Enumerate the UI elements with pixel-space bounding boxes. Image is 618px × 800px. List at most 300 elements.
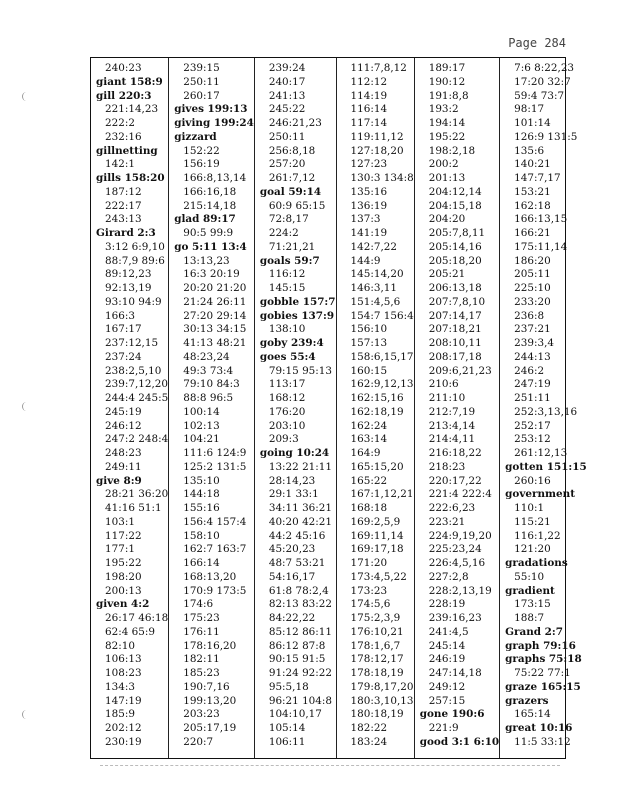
index-reference: 202:12 — [105, 722, 142, 734]
index-reference: 115:21 — [514, 515, 551, 528]
index-reference: 205:17,19 — [183, 722, 237, 734]
index-reference: 48:7 53:21 — [268, 557, 326, 569]
index-reference: 156:19 — [183, 158, 220, 171]
index-headword: graze 165:15 — [505, 680, 581, 693]
index-reference: 176:20 — [268, 405, 306, 418]
index-reference: 237:24 — [105, 350, 142, 363]
index-reference: 144:9 — [350, 254, 381, 267]
index-reference: 207:18,21 — [428, 323, 482, 336]
index-reference: 175:23 — [183, 612, 220, 624]
index-reference: 189:17 — [428, 62, 466, 74]
index-reference: 125:2 131:5 — [183, 460, 247, 473]
index-reference: 221:14,23 — [105, 103, 159, 116]
index-reference: 106:11 — [268, 735, 306, 748]
index-reference: 185:23 — [183, 667, 220, 679]
index-reference: 111:6 124:9 — [183, 447, 247, 459]
index-reference: 167:17 — [105, 323, 142, 336]
index-reference: 241:13 — [268, 89, 306, 102]
index-reference: 79:10 84:3 — [183, 378, 240, 391]
index-reference: 200:2 — [428, 158, 459, 171]
index-reference: 250:11 — [268, 130, 306, 143]
index-reference: 208:17,18 — [428, 350, 482, 363]
index-reference: 145:15 — [268, 282, 306, 294]
index-reference: 147:7,17 — [514, 172, 561, 184]
index-reference: 167:1,12,21 — [350, 488, 414, 501]
index-reference: 157:13 — [350, 337, 388, 349]
index-reference: 166:3 — [105, 309, 135, 322]
index-reference: 186:20 — [514, 254, 551, 267]
index-reference: 135:10 — [183, 474, 220, 487]
index-reference: 178:18,19 — [350, 667, 404, 679]
index-reference: 85:12 86:11 — [268, 625, 333, 638]
index-reference: 240:17 — [268, 75, 306, 88]
index-reference: 141:19 — [350, 227, 388, 239]
index-reference: 130:3 134:8 — [350, 172, 414, 184]
index-headword: giant 158:9 — [96, 75, 163, 88]
index-reference: 168:18 — [350, 502, 388, 514]
index-reference: 239:16,23 — [428, 612, 482, 624]
index-reference: 40:20 42:21 — [268, 515, 333, 528]
binder-hole-bottom — [22, 710, 30, 719]
index-reference: 188:7 — [514, 612, 545, 624]
index-reference: 169:17,18 — [350, 543, 404, 556]
index-reference: 182:22 — [350, 722, 388, 734]
index-reference: 7:6 8:22,23 — [514, 62, 575, 74]
index-reference: 104:10,17 — [268, 708, 322, 721]
index-reference: 117:22 — [105, 529, 142, 542]
index-headword: gone 190:6 — [419, 708, 485, 721]
index-headword: gill 220:3 — [96, 89, 152, 102]
index-reference: 164:9 — [350, 447, 381, 459]
index-headword: gizzard — [174, 130, 217, 143]
index-reference: 168:13,20 — [183, 570, 237, 583]
index-reference: 112:12 — [350, 75, 388, 88]
index-reference: 165:14 — [514, 708, 551, 721]
index-reference: 245:14 — [428, 639, 466, 652]
index-reference: 62:4 65:9 — [105, 625, 155, 638]
index-reference: 210:6 — [428, 378, 459, 391]
index-reference: 20:20 21:20 — [183, 282, 247, 294]
index-reference: 113:17 — [268, 378, 306, 391]
index-reference: 11:5 33:12 — [514, 735, 571, 748]
index-reference: 245:22 — [268, 103, 306, 116]
index-reference: 34:11 36:21 — [268, 502, 333, 514]
index-headword: going 10:24 — [259, 447, 330, 459]
binder-hole-top — [22, 92, 30, 101]
index-reference: 205:18,20 — [428, 254, 482, 267]
index-reference: 221:4 222:4 — [428, 488, 492, 501]
index-reference: 72:8,17 — [268, 213, 309, 226]
index-headword: gotten 151:15 — [505, 460, 587, 473]
index-reference: 251:11 — [514, 392, 551, 404]
index-reference: 236:8 — [514, 309, 545, 322]
index-reference: 257:15 — [428, 694, 466, 707]
index-reference: 121:20 — [514, 543, 551, 556]
index-reference: 106:13 — [105, 653, 142, 666]
index-reference: 156:10 — [350, 323, 388, 336]
index-reference: 108:23 — [105, 667, 142, 679]
index-reference: 103:1 — [105, 515, 135, 528]
index-reference: 134:3 — [105, 680, 135, 693]
index-reference: 261:12,13 — [514, 447, 568, 459]
index-reference: 206:13,18 — [428, 282, 482, 294]
index-reference: 168:12 — [268, 392, 306, 404]
index-reference: 92:13,19 — [105, 282, 152, 294]
index-reference: 135:6 — [514, 144, 545, 157]
index-reference: 21:24 26:11 — [183, 295, 247, 308]
index-reference: 146:3,11 — [350, 282, 397, 294]
index-reference: 176:11 — [183, 625, 220, 638]
index-reference: 17:20 32:7 — [514, 75, 571, 88]
index-reference: 170:9 173:5 — [183, 584, 247, 597]
index-reference: 244:13 — [514, 350, 551, 363]
index-reference: 209:6,21,23 — [428, 364, 492, 377]
index-reference: 246:12 — [105, 419, 142, 432]
index-headword: grazers — [505, 694, 549, 707]
index-reference: 44:2 45:16 — [268, 529, 326, 542]
index-reference: 256:8,18 — [268, 144, 316, 157]
index-reference: 60:9 65:15 — [268, 199, 326, 212]
index-reference: 228:19 — [428, 598, 466, 611]
index-reference: 207:7,8,10 — [428, 295, 486, 308]
index-reference: 116:14 — [350, 103, 388, 116]
index-reference: 16:3 20:19 — [183, 268, 240, 281]
index-headword: gradations — [505, 557, 568, 569]
index-reference: 223:21 — [428, 515, 466, 528]
index-reference: 171:20 — [350, 557, 388, 569]
index-reference: 233:20 — [514, 295, 551, 308]
index-headword: goal 59:14 — [259, 185, 322, 198]
index-headword: government — [505, 488, 575, 501]
index-reference: 182:11 — [183, 653, 220, 666]
index-reference: 101:14 — [514, 117, 551, 129]
index-column-2 — [168, 58, 254, 758]
index-headword: given 4:2 — [96, 598, 150, 611]
index-reference: 48:23,24 — [183, 350, 230, 363]
index-reference: 228:2,13,19 — [428, 584, 492, 597]
index-reference: 88:8 96:5 — [183, 392, 234, 404]
index-reference: 169:2,5,9 — [350, 515, 401, 528]
index-reference: 246:19 — [428, 653, 466, 666]
index-headword: go 5:11 13:4 — [174, 240, 247, 253]
index-reference: 100:14 — [183, 405, 220, 418]
index-reference: 173:4,5,22 — [350, 570, 407, 583]
index-reference: 86:12 87:8 — [268, 639, 326, 652]
index-reference: 200:13 — [105, 584, 142, 597]
index-reference: 205:14,16 — [428, 240, 482, 253]
index-reference: 28:14,23 — [268, 474, 316, 487]
index-reference: 166:21 — [514, 227, 551, 239]
index-reference: 241:4,5 — [428, 625, 469, 638]
index-reference: 220:17,22 — [428, 474, 482, 487]
word-index-table — [90, 57, 587, 759]
index-reference: 30:13 34:15 — [183, 323, 247, 336]
index-reference: 238:2,5,10 — [105, 364, 162, 377]
index-reference: 224:9,19,20 — [428, 529, 492, 542]
index-reference: 252:17 — [514, 419, 551, 432]
index-reference: 249:12 — [428, 680, 466, 693]
index-reference: 190:7,16 — [183, 680, 230, 693]
index-headword: graph 79:16 — [505, 639, 576, 652]
index-reference: 222:17 — [105, 199, 142, 212]
index-reference: 211:10 — [428, 392, 466, 404]
index-reference: 195:22 — [105, 557, 142, 569]
index-reference: 27:20 29:14 — [183, 309, 247, 322]
index-reference: 155:16 — [183, 502, 220, 514]
index-reference: 203:23 — [183, 708, 220, 721]
index-reference: 174:6 — [183, 598, 214, 611]
index-reference: 144:18 — [183, 488, 220, 501]
index-headword: Girard 2:3 — [96, 227, 156, 239]
index-reference: 79:15 95:13 — [268, 364, 333, 377]
index-reference: 102:13 — [183, 419, 220, 432]
index-reference: 180:3,10,13 — [350, 694, 414, 707]
index-headword: goby 239:4 — [259, 337, 324, 349]
index-reference: 198:20 — [105, 570, 142, 583]
index-reference: 162:18,19 — [350, 405, 404, 418]
index-reference: 178:1,6,7 — [350, 639, 401, 652]
index-reference: 13:22 21:11 — [268, 460, 333, 473]
index-reference: 205:21 — [428, 268, 466, 281]
index-reference: 245:19 — [105, 405, 142, 418]
index-reference: 237:12,15 — [105, 337, 159, 349]
index-reference: 147:19 — [105, 694, 142, 707]
index-reference: 239:7,12,20 — [105, 378, 168, 391]
index-reference: 239:3,4 — [514, 337, 555, 349]
index-reference: 213:4,14 — [428, 419, 476, 432]
index-reference: 158:10 — [183, 529, 220, 542]
index-reference: 212:7,19 — [428, 405, 476, 418]
index-reference: 209:3 — [268, 433, 299, 446]
index-reference: 71:21,21 — [268, 240, 316, 253]
index-reference: 215:14,18 — [183, 199, 237, 212]
index-reference: 117:14 — [350, 117, 388, 129]
index-headword: glad 89:17 — [174, 213, 236, 226]
index-headword: gillnetting — [96, 144, 158, 157]
index-reference: 194:14 — [428, 117, 466, 129]
index-headword: graphs 75:18 — [505, 653, 582, 666]
index-reference: 174:5,6 — [350, 598, 391, 611]
index-reference: 178:16,20 — [183, 639, 237, 652]
index-reference: 237:21 — [514, 323, 551, 336]
index-reference: 142:7,22 — [350, 240, 397, 253]
index-reference: 204:12,14 — [428, 185, 482, 198]
index-reference: 165:22 — [350, 474, 388, 487]
index-headword: gradient — [505, 584, 555, 597]
index-reference: 29:1 33:1 — [268, 488, 319, 501]
index-reference: 126:9 131:5 — [514, 130, 578, 143]
index-column-1 — [91, 58, 168, 758]
index-reference: 88:7,9 89:6 — [105, 254, 165, 267]
index-reference: 205:7,8,11 — [428, 227, 486, 239]
index-reference: 216:18,22 — [428, 447, 482, 459]
index-reference: 166:8,13,14 — [183, 172, 247, 184]
index-reference: 156:4 157:4 — [183, 515, 247, 528]
index-reference: 203:10 — [268, 419, 306, 432]
index-reference: 204:20 — [428, 213, 466, 226]
index-reference: 90:15 91:5 — [268, 653, 326, 666]
index-reference: 153:21 — [514, 185, 551, 198]
index-reference: 246:2 — [514, 364, 545, 377]
index-reference: 260:16 — [514, 474, 551, 487]
index-reference: 165:15,20 — [350, 460, 404, 473]
index-reference: 250:11 — [183, 75, 220, 88]
index-reference: 247:19 — [514, 378, 551, 391]
index-reference: 207:14,17 — [428, 309, 482, 322]
index-headword: gives 199:13 — [174, 103, 248, 116]
index-reference: 191:8,8 — [428, 89, 469, 102]
index-reference: 230:19 — [105, 735, 142, 748]
index-reference: 166:14 — [183, 557, 220, 569]
index-reference: 221:9 — [428, 722, 459, 734]
index-reference: 140:21 — [514, 158, 551, 171]
index-reference: 119:11,12 — [350, 130, 404, 143]
index-reference: 260:17 — [183, 89, 220, 102]
index-reference: 185:9 — [105, 708, 135, 721]
index-reference: 222:6,23 — [428, 502, 476, 514]
index-reference: 162:9,12,13 — [350, 378, 414, 391]
index-reference: 116:12 — [268, 268, 306, 281]
index-reference: 225:23,24 — [428, 543, 482, 556]
index-reference: 199:13,20 — [183, 694, 237, 707]
index-reference: 175:11,14 — [514, 240, 568, 253]
index-reference: 137:3 — [350, 213, 381, 226]
index-headword: give 8:9 — [96, 474, 142, 487]
index-reference: 224:2 — [268, 227, 299, 239]
index-reference: 169:11,14 — [350, 529, 404, 542]
index-reference: 98:17 — [514, 103, 545, 116]
index-reference: 41:13 48:21 — [183, 337, 247, 349]
index-reference: 82:13 83:22 — [268, 598, 333, 611]
index-reference: 246:21,23 — [268, 117, 322, 129]
index-reference: 257:20 — [268, 158, 306, 171]
index-reference: 163:14 — [350, 433, 388, 446]
index-reference: 162:15,16 — [350, 392, 404, 404]
index-reference: 45:20,23 — [268, 543, 316, 556]
index-reference: 222:2 — [105, 117, 135, 129]
index-reference: 110:1 — [514, 502, 545, 514]
index-reference: 160:15 — [350, 364, 388, 377]
index-reference: 208:10,11 — [428, 337, 482, 349]
index-column-3 — [254, 58, 336, 758]
index-headword: good 3:1 6:10 — [419, 735, 500, 748]
index-reference: 225:10 — [514, 282, 551, 294]
index-reference: 226:4,5,16 — [428, 557, 486, 569]
index-reference: 179:8,17,20 — [350, 680, 414, 693]
index-reference: 95:5,18 — [268, 680, 309, 693]
index-reference: 116:1,22 — [514, 529, 561, 542]
index-reference: 114:19 — [350, 89, 388, 102]
index-column-5 — [414, 58, 499, 758]
index-reference: 145:14,20 — [350, 268, 404, 281]
index-reference: 89:12,23 — [105, 268, 152, 281]
index-reference: 232:16 — [105, 130, 142, 143]
index-reference: 90:5 99:9 — [183, 227, 234, 239]
index-column-6 — [499, 58, 587, 758]
index-reference: 190:12 — [428, 75, 466, 88]
page-number: Page 284 — [508, 36, 566, 50]
index-reference: 261:7,12 — [268, 172, 316, 184]
index-reference: 91:24 92:22 — [268, 667, 333, 679]
binder-hole-middle — [22, 402, 30, 411]
index-reference: 41:16 51:1 — [105, 502, 162, 514]
index-reference: 220:7 — [183, 735, 214, 748]
index-reference: 214:4,11 — [428, 433, 476, 446]
index-headword: giving 199:24 — [174, 117, 254, 129]
index-reference: 187:12 — [105, 185, 142, 198]
index-headword: goes 55:4 — [259, 350, 316, 363]
index-reference: 201:13 — [428, 172, 466, 184]
index-reference: 249:11 — [105, 460, 142, 473]
index-reference: 240:23 — [105, 62, 142, 74]
index-reference: 26:17 46:18 — [105, 612, 169, 624]
index-reference: 127:18,20 — [350, 144, 404, 157]
index-reference: 82:10 — [105, 639, 135, 652]
index-reference: 227:2,8 — [428, 570, 469, 583]
index-reference: 195:22 — [428, 130, 466, 143]
index-reference: 239:24 — [268, 62, 306, 74]
index-reference: 104:21 — [183, 433, 220, 446]
index-reference: 218:23 — [428, 460, 466, 473]
index-reference: 93:10 94:9 — [105, 295, 162, 308]
index-reference: 105:14 — [268, 722, 306, 734]
index-reference: 247:14,18 — [428, 667, 482, 679]
index-reference: 142:1 — [105, 158, 135, 171]
index-reference: 173:15 — [514, 598, 551, 611]
index-reference: 247:2 248:4 — [105, 433, 169, 446]
index-reference: 253:12 — [514, 433, 551, 446]
index-reference: 55:10 — [514, 570, 545, 583]
index-reference: 248:23 — [105, 447, 142, 459]
index-reference: 177:1 — [105, 543, 135, 556]
index-reference: 166:13,15 — [514, 213, 568, 226]
index-reference: 239:15 — [183, 62, 220, 74]
index-reference: 243:13 — [105, 213, 142, 226]
index-reference: 96:21 104:8 — [268, 694, 333, 707]
index-reference: 183:24 — [350, 735, 388, 748]
index-reference: 205:11 — [514, 268, 551, 281]
index-reference: 135:16 — [350, 185, 388, 198]
index-reference: 75:22 77:1 — [514, 667, 571, 679]
index-reference: 152:22 — [183, 144, 220, 157]
index-headword: great 10:16 — [505, 722, 573, 734]
index-column-4 — [336, 58, 414, 758]
index-reference: 154:7 156:4 — [350, 309, 414, 322]
index-reference: 198:2,18 — [428, 144, 476, 157]
index-reference: 162:18 — [514, 199, 551, 212]
index-reference: 252:3,13,16 — [514, 405, 578, 418]
index-headword: gills 158:20 — [96, 172, 165, 184]
index-reference: 162:7 163:7 — [183, 543, 247, 556]
index-reference: 59:4 73:7 — [514, 89, 565, 102]
bottom-rule — [100, 765, 560, 766]
index-reference: 193:2 — [428, 103, 459, 116]
index-headword: Grand 2:7 — [505, 625, 563, 638]
index-reference: 176:10,21 — [350, 625, 404, 638]
index-headword: goals 59:7 — [259, 254, 320, 267]
index-reference: 28:21 36:20 — [105, 488, 169, 501]
index-reference: 162:24 — [350, 419, 388, 432]
index-reference: 244:4 245:5 — [105, 392, 169, 404]
index-reference: 158:6,15,17 — [350, 350, 414, 363]
index-reference: 178:12,17 — [350, 653, 404, 666]
index-headword: gobies 137:9 — [259, 309, 335, 322]
index-reference: 54:16,17 — [268, 570, 316, 583]
index-reference: 136:19 — [350, 199, 388, 212]
index-reference: 111:7,8,12 — [350, 62, 407, 74]
index-reference: 173:23 — [350, 584, 388, 597]
index-reference: 13:13,23 — [183, 254, 230, 267]
